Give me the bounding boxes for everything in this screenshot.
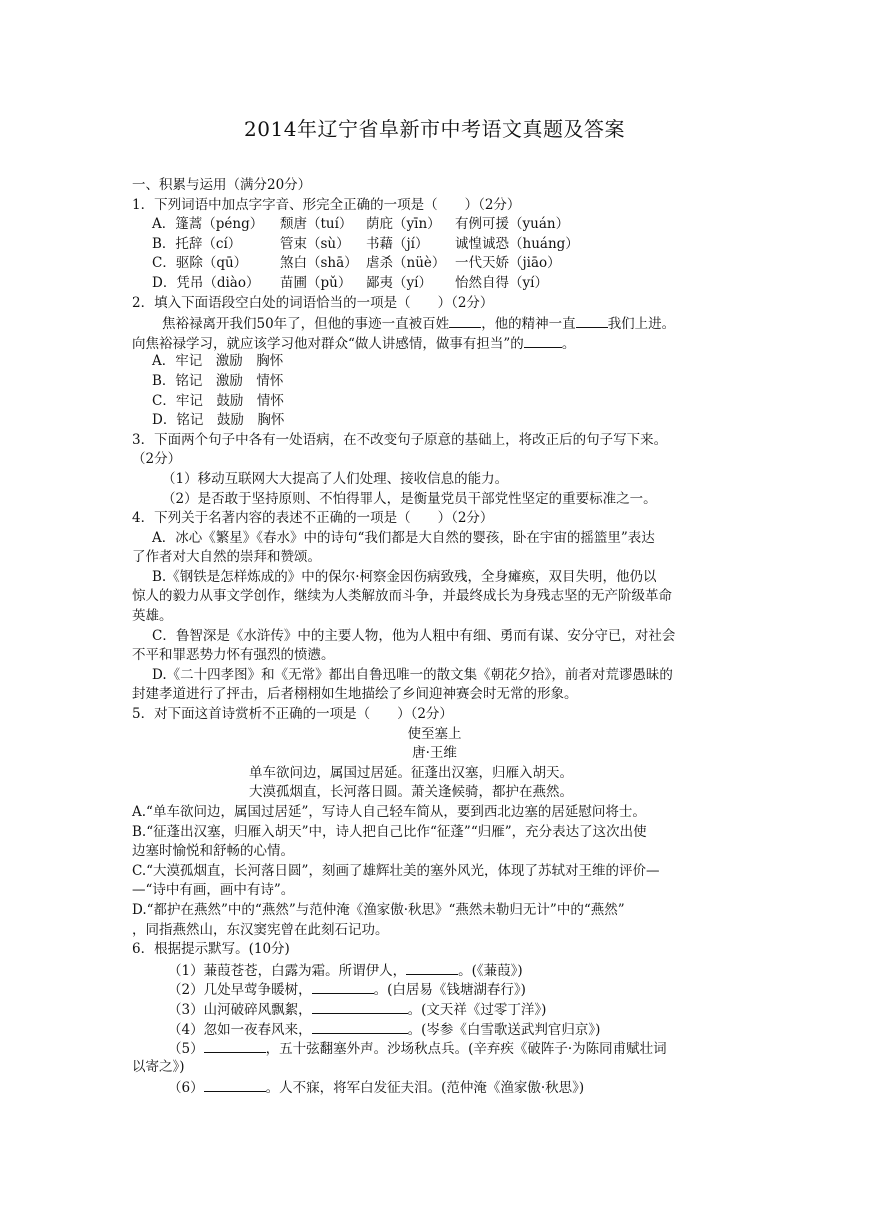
q5-option-b-line2: 边塞时愉悦和舒畅的心情。 xyxy=(132,843,294,860)
question-2-stem: 2．填入下面语段空白处的词语恰当的一项是（ ）（2分） xyxy=(132,294,494,311)
q6-2-blank xyxy=(312,979,374,994)
poem-line-2: 大漠孤烟直，长河落日圆。萧关逢候骑，都护在燕然。 xyxy=(249,784,573,801)
q2-passage-line1 xyxy=(132,313,737,333)
q3-sentence-2: （2）是否敢于坚持原则、不怕得罪人，是衡量党员干部党性坚定的重要标准之一。 xyxy=(162,490,657,507)
q6-item-6 xyxy=(132,1077,737,1097)
q1-c-3: 虐杀（nüè） xyxy=(366,255,446,272)
q5-option-d-line1: D.“都护在燕然”中的“燕然”与范仲淹《渔家傲·秋思》“燕然未勒归无计”中的“燕然” xyxy=(132,901,625,918)
q5-option-d-line2: ，同指燕然山，东汉窦宪曾在此刻石记功。 xyxy=(132,921,389,938)
q4-option-b-line2: 惊人的毅力从事文学创作，继续为人类解放而斗争，并最终成长为身残志坚的无产阶级革命 xyxy=(132,588,672,605)
q6-item-5 xyxy=(132,1038,737,1058)
q1-d-2: 苗圃（pǔ） xyxy=(280,274,352,291)
q2-blank-3 xyxy=(524,333,562,348)
q1-d-4: 怡然自得（yí） xyxy=(455,274,548,291)
section-heading: 一、积累与运用（满分20分） xyxy=(132,177,312,193)
q6-item-1 xyxy=(132,960,737,980)
page-title: 2014年辽宁省阜新市中考语文真题及答案 xyxy=(244,117,625,141)
q5-option-b-line1: B.“征蓬出汉塞，归雁入胡天”中，诗人把自己比作“征蓬”“归雁”，充分表达了这次出使 xyxy=(132,823,647,840)
q4-option-a-line1: A．冰心《繁星》《春水》中的诗句“我们都是大自然的婴孩，卧在宇宙的摇篮里”表达 xyxy=(152,529,655,546)
q6-item-3 xyxy=(132,999,737,1019)
q2-option-c: C．牢记 鼓励 情怀 xyxy=(152,392,284,409)
q4-option-b-line3: 英雄。 xyxy=(132,608,173,625)
q2-p1: 焦裕禄离开我们50年了，但他的事迹一直被百姓 xyxy=(162,316,450,333)
q4-option-d-line2: 封建孝道进行了抨击，后者栩栩如生地描绘了乡间迎神赛会时无常的形象。 xyxy=(132,686,578,703)
q2-option-b: B．铭记 激励 情怀 xyxy=(152,372,284,389)
q6-3-blank xyxy=(312,999,408,1014)
q2-p3: 我们上进。 xyxy=(607,316,676,333)
q6-5-number: （5） xyxy=(168,1041,204,1058)
q1-b-2: 管束（sù） xyxy=(280,235,350,252)
q6-3-prompt: （3）山河破碎风飘絮， xyxy=(168,1001,312,1018)
q6-6-text: 。人不寐，将军白发征夫泪。(范仲淹《渔家傲·秋思》) xyxy=(265,1080,585,1097)
q5-option-a: A.“单车欲问边，属国过居延”，写诗人自己轻车简从，要到西北边塞的居延慰问将士。 xyxy=(132,804,646,820)
q6-3-source: 。(文天祥《过零丁洋》) xyxy=(407,1001,547,1018)
q4-option-c-line1: C．鲁智深是《水浒传》中的主要人物，他为人粗中有细、勇而有谋、安分守已，对社会 xyxy=(152,627,676,644)
q2-passage-line2 xyxy=(132,333,737,353)
question-1-stem: 1．下列词语中加点字字音、形完全正确的一项是（ ）（2分） xyxy=(132,196,521,213)
exam-content xyxy=(132,176,737,1097)
q4-option-c-line2: 不平和罪恶势力怀有强烈的愤懑。 xyxy=(132,647,335,664)
q6-6-blank xyxy=(204,1077,266,1092)
q3-sentence-1: （1）移动互联网大大提高了人们处理、接收信息的能力。 xyxy=(162,470,509,487)
q2-p5: 。 xyxy=(561,335,576,352)
q4-option-d-line1: D.《二十四孝图》和《无常》都出自鲁迅唯一的散文集《朝花夕拾》，前者对荒谬愚昧的 xyxy=(152,666,673,683)
q1-b-1: B．托辞（cí） xyxy=(152,235,242,252)
q6-2-prompt: （2）几处早莺争暖树， xyxy=(168,982,312,999)
q1-option-c xyxy=(132,254,737,274)
poem-author: 唐·王维 xyxy=(412,745,457,762)
q6-4-blank xyxy=(312,1019,408,1034)
q6-item-4 xyxy=(132,1019,737,1039)
question-3-points: （2分） xyxy=(132,451,182,468)
poem-title: 使至塞上 xyxy=(407,725,462,742)
question-4-stem: 4．下列关于名著内容的表述不正确的一项是（ ）（2分） xyxy=(132,510,494,527)
q1-option-a xyxy=(132,215,737,235)
q2-option-a: A．牢记 激励 胸怀 xyxy=(152,353,284,370)
q2-option-d: D．铭记 鼓励 胸怀 xyxy=(152,412,285,429)
q1-b-3: 书藉（jí） xyxy=(366,235,429,252)
q1-d-3: 鄙夷（yí） xyxy=(366,274,432,291)
q1-b-4: 诚惶诚恐（huáng） xyxy=(455,235,579,252)
q6-4-prompt: （4）忽如一夜春风来， xyxy=(168,1021,312,1038)
q6-1-source: 。(《蒹葭》) xyxy=(458,962,523,979)
q5-option-c-line2: —“诗中有画，画中有诗”。 xyxy=(132,882,295,899)
q1-option-b xyxy=(132,235,737,255)
q6-item-2 xyxy=(132,979,737,999)
q6-6-number: （6） xyxy=(168,1080,204,1097)
q6-2-source: 。(白居易《钱塘湖春行》) xyxy=(373,982,526,999)
q6-item-5-cont: 以寄之》) xyxy=(132,1058,185,1075)
q6-5-text: ，五十弦翻塞外声。沙场秋点兵。(辛弃疾《破阵子·为陈同甫赋壮词 xyxy=(265,1041,667,1058)
q1-a-2: 颓唐（tuí） xyxy=(280,216,353,233)
question-6-stem: 6．根据提示默写。(10分) xyxy=(132,941,290,958)
question-5-stem: 5．对下面这首诗赏析不正确的一项是（ ）（2分） xyxy=(132,706,453,723)
q1-c-2: 煞白（shā） xyxy=(280,255,358,272)
q1-d-1: D．凭吊（diào） xyxy=(152,274,260,291)
q5-option-c-line1: C.“大漠孤烟直，长河落日圆”，刻画了雄辉壮美的塞外风光，体现了苏轼对王维的评价— xyxy=(132,862,660,879)
q1-a-3: 荫庇（yīn） xyxy=(366,216,441,233)
q6-4-source: 。(岑参《白雪歌送武判官归京》) xyxy=(407,1021,601,1038)
q1-c-4: 一代天娇（jiāo） xyxy=(455,255,561,272)
q1-c-1: C．驱除（qū） xyxy=(152,255,248,272)
q1-a-4: 有例可援（yuán） xyxy=(455,216,570,233)
q1-a-1: A．篷蒿（péng） xyxy=(152,216,264,233)
q2-blank-2 xyxy=(576,313,608,328)
q4-option-a-line2: 了作者对大自然的崇拜和赞颂。 xyxy=(132,549,321,566)
q2-blank-1 xyxy=(449,313,481,328)
q2-p2: ，他的精神一直 xyxy=(481,316,576,333)
q4-option-b-line1: B.《钢铁是怎样炼成的》中的保尔·柯察金因伤病致残，全身瘫痪，双目失明，他仍以 xyxy=(152,568,657,585)
q6-1-prompt: （1）蒹葭苍苍，白露为霜。所谓伊人， xyxy=(168,962,407,979)
q6-1-blank xyxy=(406,960,458,975)
q6-5-blank xyxy=(204,1038,266,1053)
question-3-stem: 3．下面两个句子中各有一处语病，在不改变句子原意的基础上，将改正后的句子写下来。 xyxy=(132,431,668,448)
q1-option-d xyxy=(132,274,737,294)
poem-line-1: 单车欲问边，属国过居延。征蓬出汉塞，归雁入胡天。 xyxy=(249,764,573,781)
q2-p4: 向焦裕禄学习，就应该学习他对群众“做人讲感情，做事有担当”的 xyxy=(132,335,524,352)
